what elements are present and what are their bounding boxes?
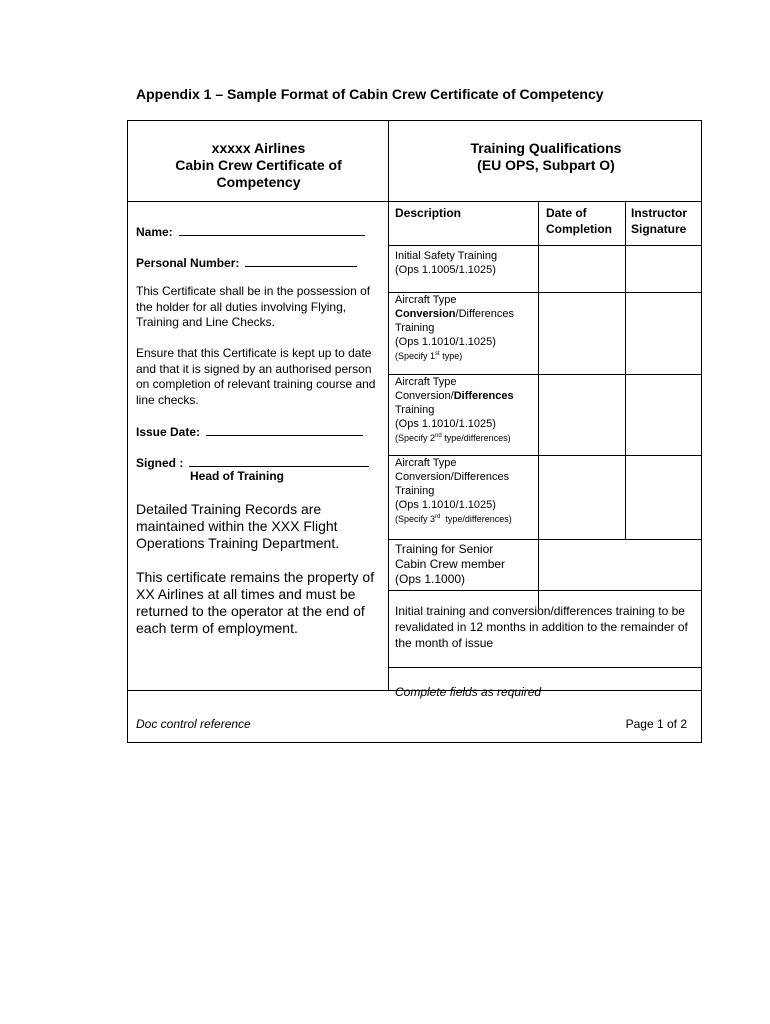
possession-paragraph: This Certificate shall be in the possession of the holder for all duties involving Flying, Training and Line Checks.: [136, 284, 371, 329]
signed-field[interactable]: [136, 454, 369, 470]
signed-label: Signed :: [136, 456, 184, 470]
row-divider: [388, 590, 701, 591]
row-training: Training: [395, 322, 435, 334]
specify-text: type): [439, 351, 463, 361]
specify-text: (Specify 2: [395, 433, 436, 443]
row-initial-safety: [395, 249, 538, 277]
row-reference: (Ops 1.1010/1.1025): [395, 418, 496, 430]
records-paragraph: Detailed Training Records are maintained within the XXX Flight Operations Training Department.: [136, 501, 340, 551]
airline-name: xxxxx Airlines: [211, 140, 306, 156]
row-subtitle-pre: Conversion/: [395, 390, 454, 402]
certificate-title-line: Cabin Crew Certificate of: [175, 157, 342, 173]
page-number: Page 1 of 2: [625, 717, 687, 731]
issue-date-input-line[interactable]: [206, 423, 363, 436]
row-subtitle: Cabin Crew member: [395, 557, 506, 571]
date-column-header: [546, 205, 612, 237]
row-divider: [388, 539, 701, 540]
ordinal-suffix: nd: [435, 433, 442, 439]
row-divider: [388, 245, 701, 246]
certificate-header: [128, 140, 389, 191]
row-reference: (Ops 1.1010/1.1025): [395, 499, 496, 511]
signature-input-line[interactable]: [189, 454, 369, 467]
specify-text: (Specify 1: [395, 351, 436, 361]
row-senior-cabin-crew: [395, 542, 540, 587]
ensure-paragraph: Ensure that this Certificate is kept up to date and that it is signed by an authorised person on completion of relevant training course and line checks.: [136, 346, 376, 407]
certificate-form: [127, 120, 702, 743]
qualifications-header: [389, 140, 703, 174]
row-reference: (Ops 1.1010/1.1025): [395, 336, 496, 348]
row-subtitle: [395, 389, 538, 403]
instructor-column-header: [631, 205, 687, 237]
row-subtitle-rest: /Differences: [455, 308, 515, 320]
date-header-line: Date of: [546, 206, 587, 220]
row-reference: (Ops 1.1000): [395, 572, 466, 586]
revalidation-note: Initial training and conversion/differences training to be revalidated in 12 months in addition to the remainder of the month of issue: [395, 604, 688, 650]
personal-number-label: Personal Number:: [136, 256, 240, 270]
row-differences: [395, 375, 538, 445]
row-specify: [395, 349, 538, 363]
row-training: Training: [395, 485, 435, 497]
specify-text: type/differences): [440, 514, 512, 524]
row-title: Training for Senior: [395, 542, 494, 556]
date-header-line: Completion: [546, 222, 612, 236]
row-subtitle: Conversion/Differences: [395, 471, 510, 483]
row-title: Aircraft Type: [395, 457, 457, 469]
instructor-header-line: Instructor: [631, 206, 688, 220]
name-input-line[interactable]: [179, 223, 365, 236]
name-field[interactable]: [136, 223, 365, 239]
head-of-training-label: Head of Training: [190, 469, 285, 483]
row-title: Initial Safety Training: [395, 250, 498, 262]
row-reference: (Ops 1.1005/1.1025): [395, 264, 496, 276]
ordinal-suffix: rd: [435, 514, 441, 520]
row-specify: [395, 512, 538, 526]
complete-fields-note: Complete fields as required: [395, 685, 542, 699]
bold-term: Differences: [453, 390, 514, 402]
row-specify: [395, 431, 538, 445]
doc-control-reference: Doc control reference: [136, 717, 251, 731]
qualifications-subtitle: (EU OPS, Subpart O): [477, 157, 615, 173]
page-title: Appendix 1 – Sample Format of Cabin Crew Certificate of Competency: [136, 86, 604, 102]
qualifications-title: Training Qualifications: [470, 140, 622, 156]
row-title: Aircraft Type: [395, 294, 457, 306]
instructor-header-line: Signature: [631, 222, 687, 236]
ordinal-suffix: st: [435, 351, 440, 357]
column-divider: [625, 201, 626, 539]
bold-term: Conversion: [395, 308, 456, 320]
specify-text: type/differences): [441, 433, 511, 443]
issue-date-label: Issue Date:: [136, 425, 201, 439]
property-paragraph: This certificate remains the property of XX Airlines at all times and must be returned to the operator at the end of each term of employment.: [136, 569, 375, 636]
row-conversion: [395, 293, 538, 363]
header-divider: [128, 201, 701, 202]
description-column-header: Description: [395, 206, 462, 220]
specify-text: (Specify 3: [395, 514, 436, 524]
name-label: Name:: [136, 225, 173, 239]
row-title: Aircraft Type: [395, 376, 457, 388]
row-divider: [388, 667, 701, 668]
issue-date-field[interactable]: [136, 423, 363, 439]
row-subtitle: [395, 307, 538, 321]
personal-number-field[interactable]: [136, 254, 357, 270]
column-divider: [388, 121, 389, 690]
personal-number-input-line[interactable]: [245, 254, 357, 267]
row-third-type: [395, 456, 538, 526]
row-training: Training: [395, 404, 435, 416]
certificate-title-line: Competency: [216, 174, 301, 190]
